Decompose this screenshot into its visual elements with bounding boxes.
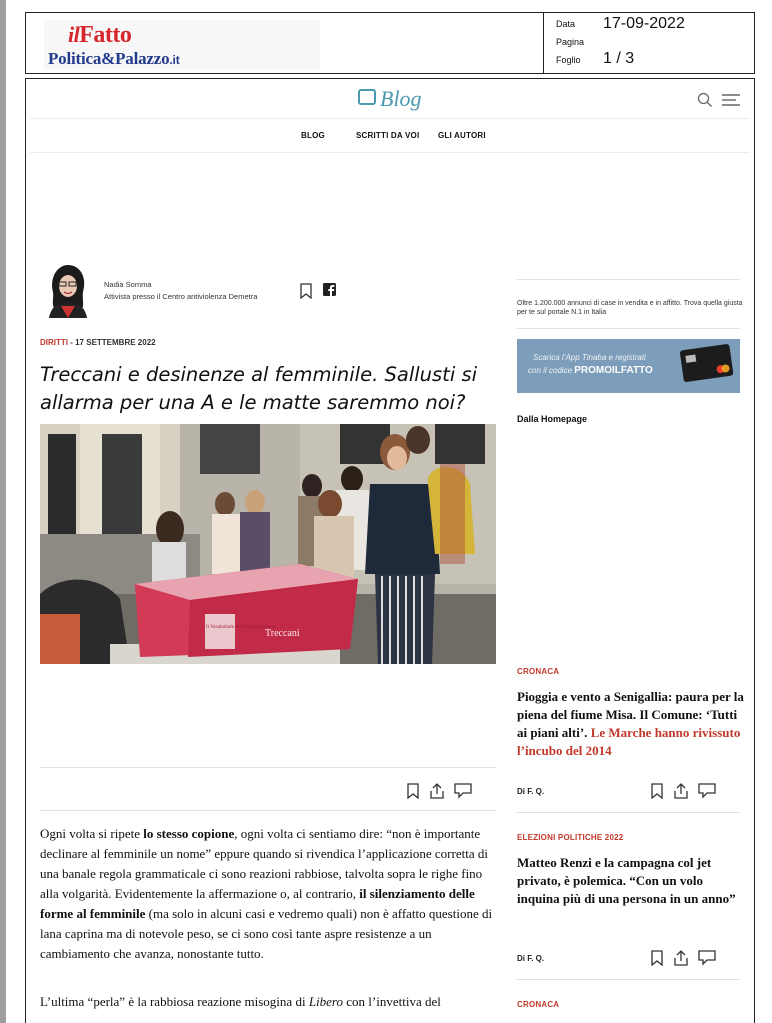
- book-cover-brand: Treccani: [265, 628, 300, 639]
- bookmark-icon[interactable]: [406, 783, 420, 799]
- nav-scritti-da-voi[interactable]: SCRITTI DA VOI: [356, 131, 420, 140]
- bookmark-icon[interactable]: [650, 783, 664, 799]
- divider: [517, 812, 740, 813]
- sidebar-byline: Di F. Q.: [517, 954, 545, 963]
- sidebar-headline[interactable]: [517, 688, 745, 760]
- divider: [517, 328, 740, 329]
- bookmark-icon[interactable]: [650, 950, 664, 966]
- paragraph-italic: Libero: [308, 994, 344, 1009]
- comment-icon[interactable]: [698, 782, 716, 799]
- ad-text[interactable]: Oltre 1.200.000 annunci di case in vendita e in affitto. Trova quella giusta per te sul portale N.1 in Italia: [517, 300, 743, 316]
- foglio-label: Foglio: [556, 55, 581, 65]
- article-title: Treccani e desinenze al femminile. Sallusti si allarma per una A e le matte saremmo noi?: [40, 363, 478, 414]
- banner-line2: [528, 365, 653, 376]
- author-avatar[interactable]: [43, 262, 91, 318]
- menu-icon[interactable]: [722, 93, 740, 107]
- newspaper-logo: [44, 20, 320, 70]
- paragraph-text: con l’invettiva del: [343, 994, 441, 1009]
- share-icon[interactable]: [673, 949, 689, 966]
- pagina-label: Pagina: [556, 37, 585, 47]
- divider: [40, 767, 496, 768]
- article-kicker: [40, 338, 156, 347]
- article-paragraph: [40, 824, 496, 964]
- logo-il: il: [68, 22, 80, 47]
- author-role: Attivista presso il Centro antiviolenza Demetra: [104, 292, 258, 301]
- data-value: 17-09-2022: [603, 15, 685, 32]
- paragraph-bold: lo stesso copione: [143, 826, 235, 841]
- sidebar-category[interactable]: CRONACA: [517, 667, 560, 676]
- sidebar-category[interactable]: ELEZIONI POLITICHE 2022: [517, 833, 624, 842]
- foglio-value: 1 / 3: [603, 50, 635, 67]
- headline-red-text: Le Marche hanno rivissuto l’incubo del 2014: [517, 725, 741, 758]
- comment-icon[interactable]: [454, 782, 472, 799]
- share-icon[interactable]: [673, 782, 689, 799]
- page-edge: [0, 0, 6, 1023]
- blog-logo[interactable]: Blog: [380, 86, 422, 111]
- promo-banner[interactable]: [517, 339, 740, 393]
- headline-text: Matteo Renzi e la campagna col jet privato, è polemica. “Con un volo inquina più di una persona in un anno”: [517, 855, 736, 906]
- sidebar-byline: Di F. Q.: [517, 787, 545, 796]
- nav-divider-bottom: [30, 152, 750, 153]
- logo-tld: .it: [169, 53, 180, 67]
- share-icon[interactable]: [429, 782, 445, 799]
- facebook-icon[interactable]: [323, 283, 336, 296]
- nav-gli-autori[interactable]: GLI AUTORI: [438, 131, 486, 140]
- bookmark-icon[interactable]: [299, 283, 313, 299]
- promo-code: PROMOILFATTO: [574, 365, 653, 376]
- nav-blog[interactable]: BLOG: [301, 131, 325, 140]
- paragraph-bold: il silenziamento delle forme al femminile: [40, 886, 475, 921]
- article-date: - 17 SETTEMBRE 2022: [68, 338, 156, 347]
- search-icon[interactable]: [697, 92, 713, 108]
- logo-section: Politica&Palazzo: [48, 49, 170, 68]
- headline-text: Pioggia e vento a Senigallia: paura per la piena del fiume Misa. Il Comune: ‘Tutti ai piani alti’.: [517, 689, 744, 740]
- logo-fatto: Fatto: [79, 22, 132, 48]
- sidebar-category[interactable]: CRONACA: [517, 1000, 560, 1009]
- banner-line2-text: con il codice: [528, 366, 575, 375]
- divider: [40, 810, 496, 811]
- article-paragraph: [40, 992, 496, 1012]
- banner-line1: Scarica l’App Tinaba e registrati: [533, 353, 646, 362]
- comment-icon[interactable]: [698, 949, 716, 966]
- author-name[interactable]: Nadia Somma: [104, 280, 152, 289]
- blog-chat-icon: [358, 89, 376, 105]
- divider: [517, 279, 740, 280]
- nav-divider-top: [30, 118, 750, 119]
- data-label: Data: [556, 19, 576, 29]
- paragraph-text: Ogni volta si ripete: [40, 826, 144, 841]
- homepage-section-label: Dalla Homepage: [517, 414, 588, 424]
- category-tag[interactable]: DIRITTI: [40, 338, 68, 347]
- article-photo: [40, 424, 496, 664]
- paragraph-text: , ogni volta ci sentiamo dire: “non è importante declinare al femminile un nome” eppure quando si rivendica l’applicazione corretta di una banale regola grammaticale ci sono reazioni rabbiose, talvolta sopra le righe fino alla volgarità. Evidentemente la affermazione o, al contrario,: [40, 826, 488, 901]
- paragraph-text: L’ultima “perla” è la rabbiosa reazione misogina di: [40, 994, 309, 1009]
- paragraph-text: (ma solo in alcuni casi e vedremo quali) non è affatto questione di lana caprina ma di notevole peso, se ci sono così tante aspre resistenze a un cambiamento che avanza, nonostante tutto.: [40, 906, 493, 961]
- sidebar-headline[interactable]: [517, 854, 745, 908]
- book-cover-title: Il Vocabolario della lingua italiana: [206, 625, 275, 630]
- divider: [517, 979, 740, 980]
